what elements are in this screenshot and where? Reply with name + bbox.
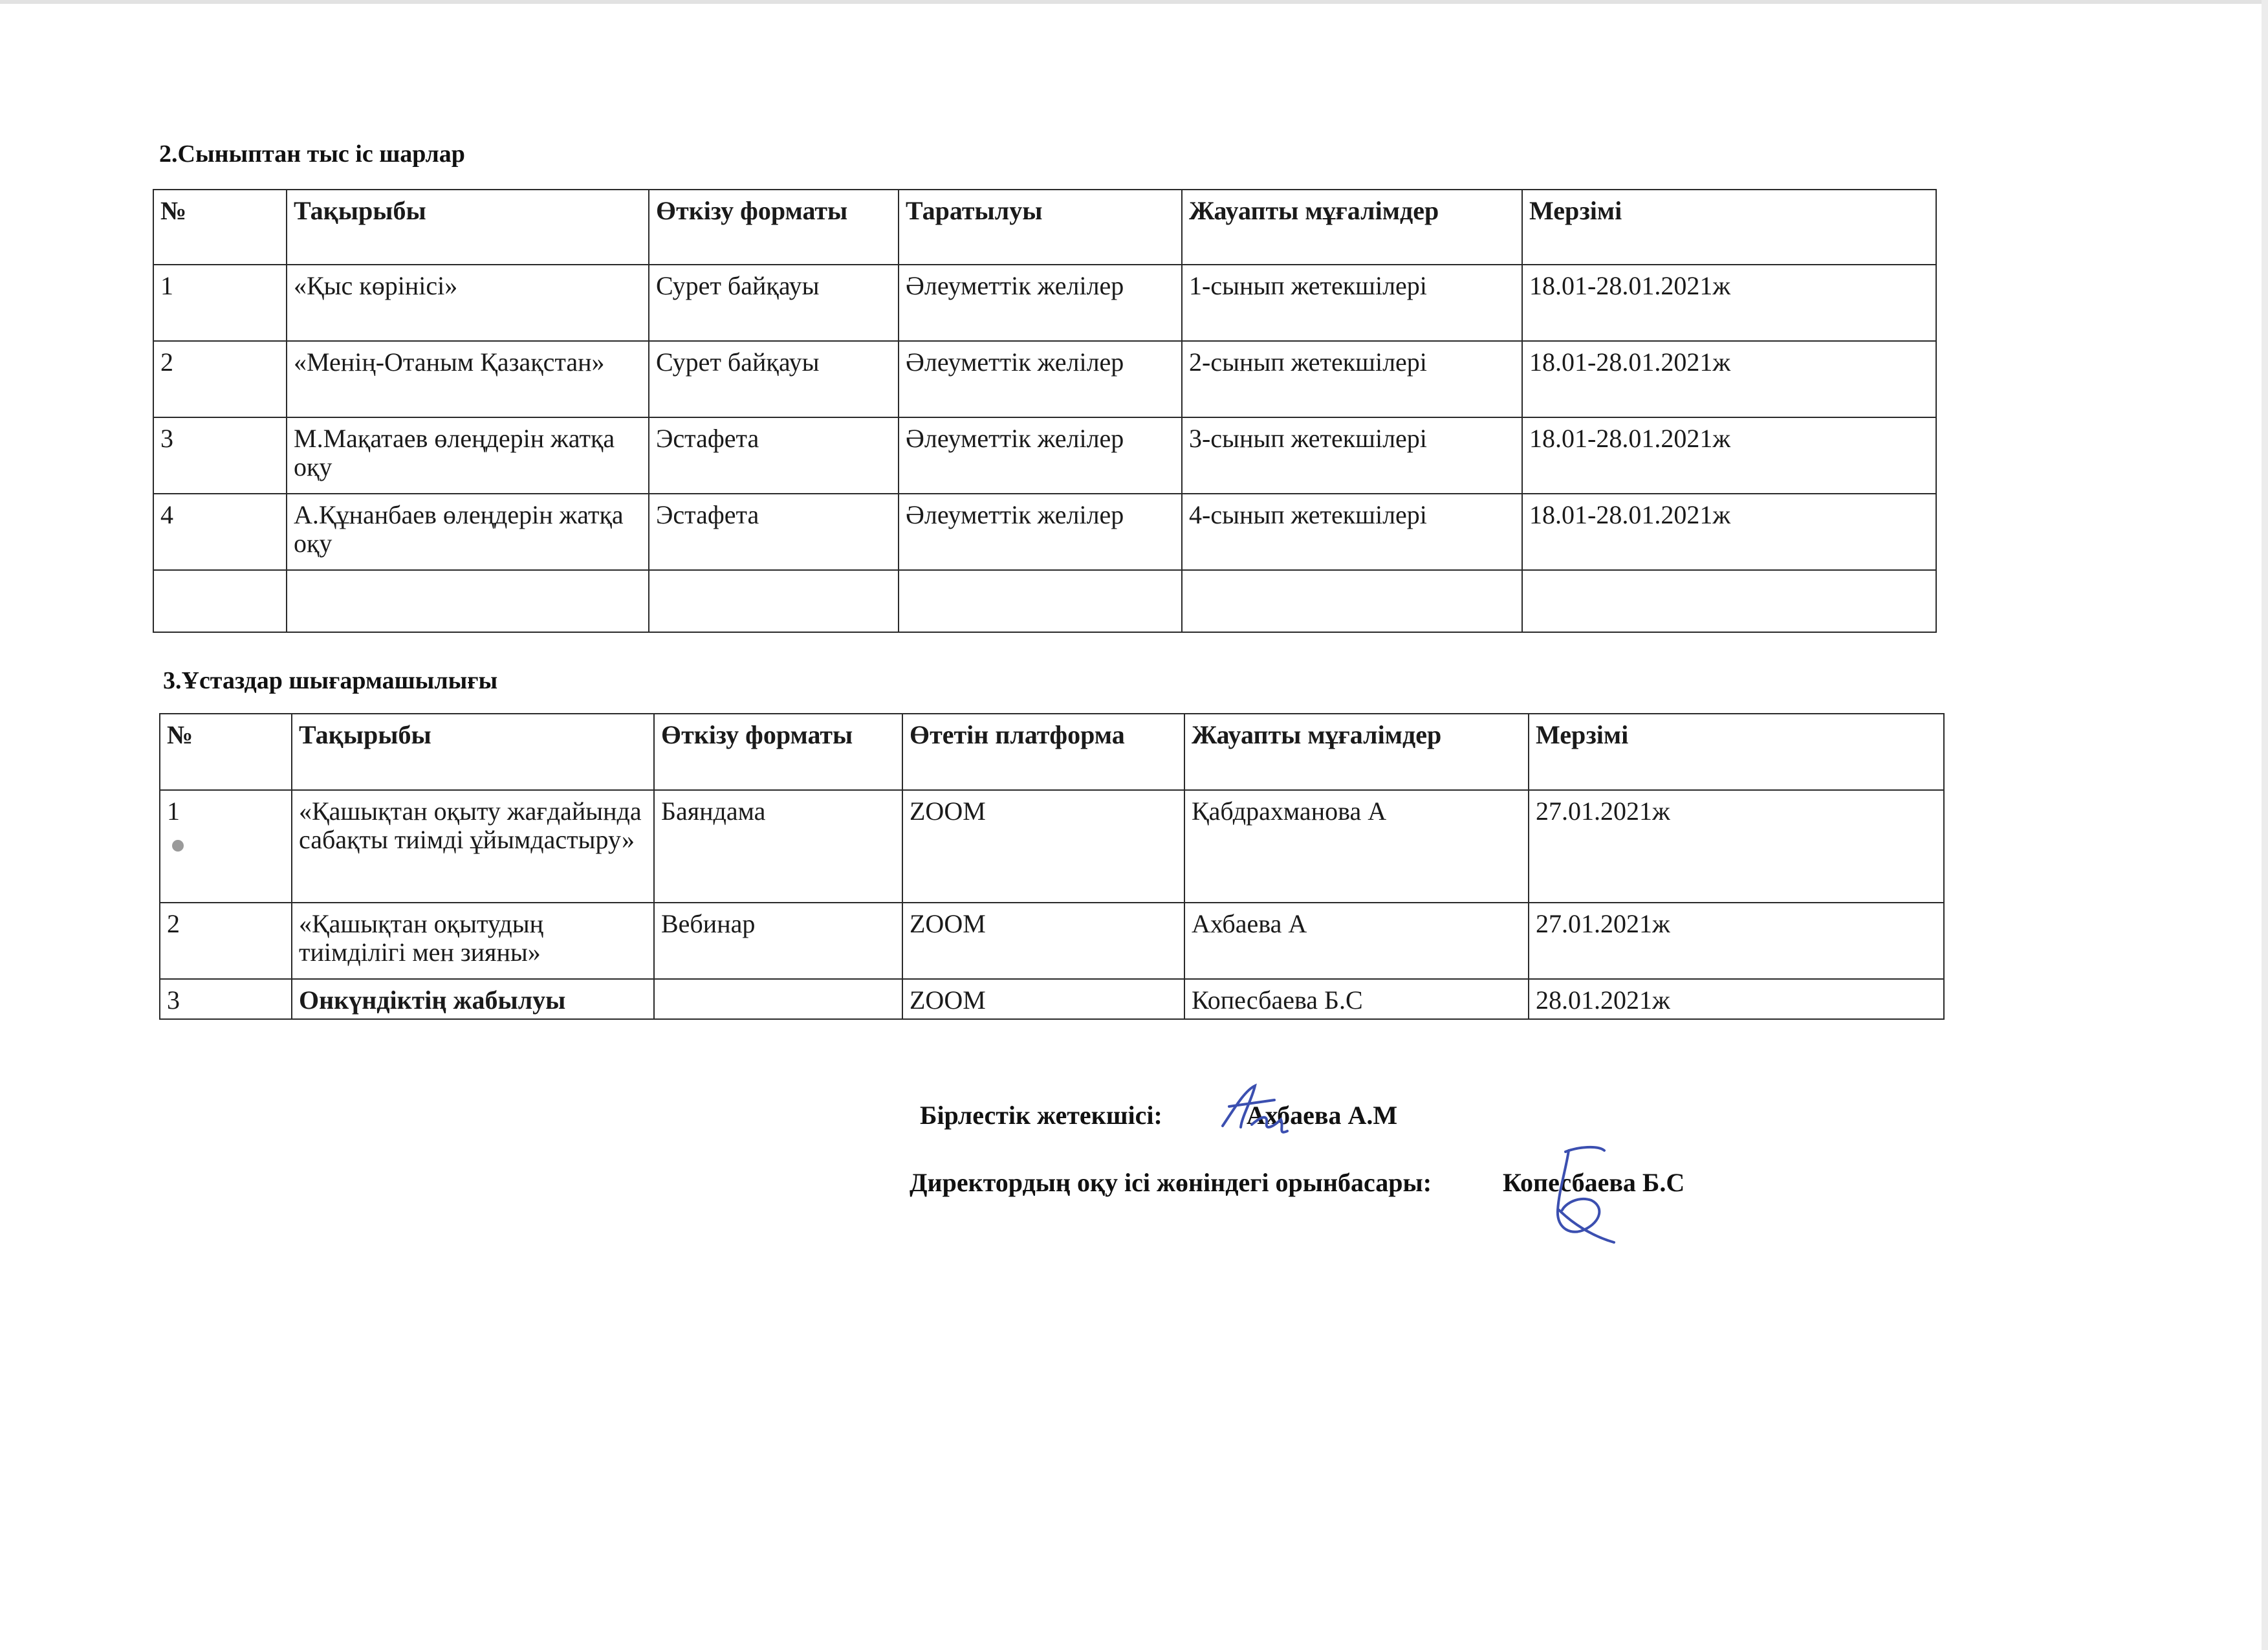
table-cell xyxy=(1522,570,1936,632)
table-cell: «Қашықтан оқыту жағдайында сабақты тиімді ұйымдастыру» xyxy=(292,790,654,903)
table-cell: Эстафета xyxy=(649,417,899,494)
table-cell: Эстафета xyxy=(649,494,899,570)
table-cell: 1-сынып жетекшілері xyxy=(1182,265,1522,341)
table-cell: Копесбаева Б.С xyxy=(1184,979,1529,1019)
header-cell: Мерзімі xyxy=(1522,190,1936,265)
header-cell: Тақырыбы xyxy=(292,714,654,790)
table-cell: 18.01-28.01.2021ж xyxy=(1522,494,1936,570)
section3-title: 3.Ұстаздар шығармашылығы xyxy=(163,667,498,694)
header-cell: Мерзімі xyxy=(1529,714,1944,790)
signature-line-1 xyxy=(920,1100,1397,1130)
table-cell: 4-сынып жетекшілері xyxy=(1182,494,1522,570)
signature-stroke xyxy=(1223,1086,1287,1132)
table-cell: ZOOM xyxy=(902,979,1184,1019)
table-header-row xyxy=(153,190,1936,265)
handwritten-signature-2 xyxy=(1540,1139,1617,1255)
table-cell: 18.01-28.01.2021ж xyxy=(1522,341,1936,417)
handwritten-signature-1 xyxy=(1216,1081,1300,1139)
table-cell: Онкүндіктің жабылуы xyxy=(292,979,654,1019)
header-cell: Жауапты мұғалімдер xyxy=(1184,714,1529,790)
signature-label-2: Директордың оқу ісі жөніндегі орынбасары: xyxy=(910,1168,1432,1197)
signature-name-1: Ахбаева А.М xyxy=(1246,1101,1398,1130)
table-cell: Әлеуметтік желілер xyxy=(899,417,1182,494)
table-cell: 4 xyxy=(153,494,287,570)
table-cell: Ахбаева А xyxy=(1184,903,1529,979)
table-cell: 28.01.2021ж xyxy=(1529,979,1944,1019)
scan-edge-top xyxy=(0,0,2268,4)
table-row xyxy=(160,979,1944,1019)
header-cell: № xyxy=(153,190,287,265)
table-row xyxy=(153,417,1936,494)
table-cell: Баяндама xyxy=(654,790,902,903)
extracurricular-table xyxy=(153,189,1937,633)
table-cell: 3 xyxy=(160,979,292,1019)
table-cell: «Қыс көрінісі» xyxy=(287,265,649,341)
table-cell: 18.01-28.01.2021ж xyxy=(1522,417,1936,494)
signature-label-1: Бірлестік жетекшісі: xyxy=(920,1101,1162,1130)
table-cell: Сурет байқауы xyxy=(649,341,899,417)
header-cell: Өтетін платформа xyxy=(902,714,1184,790)
table-cell xyxy=(1182,570,1522,632)
table-row xyxy=(160,790,1944,903)
table-cell: 27.01.2021ж xyxy=(1529,903,1944,979)
table-header-row xyxy=(160,714,1944,790)
table-row xyxy=(153,341,1936,417)
table-cell xyxy=(654,979,902,1019)
table-cell: Әлеуметтік желілер xyxy=(899,494,1182,570)
header-cell: Таратылуы xyxy=(899,190,1182,265)
signature-stroke xyxy=(1558,1147,1614,1242)
table-cell: 2 xyxy=(153,341,287,417)
table-cell: 3-сынып жетекшілері xyxy=(1182,417,1522,494)
signature-name-2: Копесбаева Б.С xyxy=(1503,1168,1685,1197)
table-cell xyxy=(649,570,899,632)
table-cell: Әлеуметтік желілер xyxy=(899,341,1182,417)
table-cell: Вебинар xyxy=(654,903,902,979)
header-cell: Өткізу форматы xyxy=(654,714,902,790)
table-cell: ZOOM xyxy=(902,903,1184,979)
header-cell: Тақырыбы xyxy=(287,190,649,265)
table-cell: «Қашықтан оқытудың тиімділігі мен зияны» xyxy=(292,903,654,979)
table-cell: М.Мақатаев өлеңдерін жатқа оқу xyxy=(287,417,649,494)
teachers-creativity-table xyxy=(159,713,1945,1020)
section2-title: 2.Сыныптан тыс іс шарлар xyxy=(159,140,465,168)
header-cell: Өткізу форматы xyxy=(649,190,899,265)
table-cell xyxy=(153,570,287,632)
table-cell: 1 xyxy=(153,265,287,341)
table-cell: 3 xyxy=(153,417,287,494)
table-cell: ZOOM xyxy=(902,790,1184,903)
table-cell: Әлеуметтік желілер xyxy=(899,265,1182,341)
table-row xyxy=(160,903,1944,979)
table-cell: Сурет байқауы xyxy=(649,265,899,341)
table-cell: А.Құнанбаев өлеңдерін жатқа оқу xyxy=(287,494,649,570)
table-cell: 2-сынып жетекшілері xyxy=(1182,341,1522,417)
header-cell: Жауапты мұғалімдер xyxy=(1182,190,1522,265)
header-cell: № xyxy=(160,714,292,790)
table-cell: Қабдрахманова А xyxy=(1184,790,1529,903)
scan-speck xyxy=(172,840,184,852)
table-cell xyxy=(899,570,1182,632)
table-row xyxy=(153,494,1936,570)
table-cell: 2 xyxy=(160,903,292,979)
table-cell xyxy=(287,570,649,632)
table-cell: «Менің-Отаным Қазақстан» xyxy=(287,341,649,417)
table-cell: 27.01.2021ж xyxy=(1529,790,1944,903)
table-cell: 18.01-28.01.2021ж xyxy=(1522,265,1936,341)
table-row-empty xyxy=(153,570,1936,632)
scan-edge-right xyxy=(2262,0,2268,1650)
table-cell: 1 xyxy=(160,790,292,903)
table-row xyxy=(153,265,1936,341)
